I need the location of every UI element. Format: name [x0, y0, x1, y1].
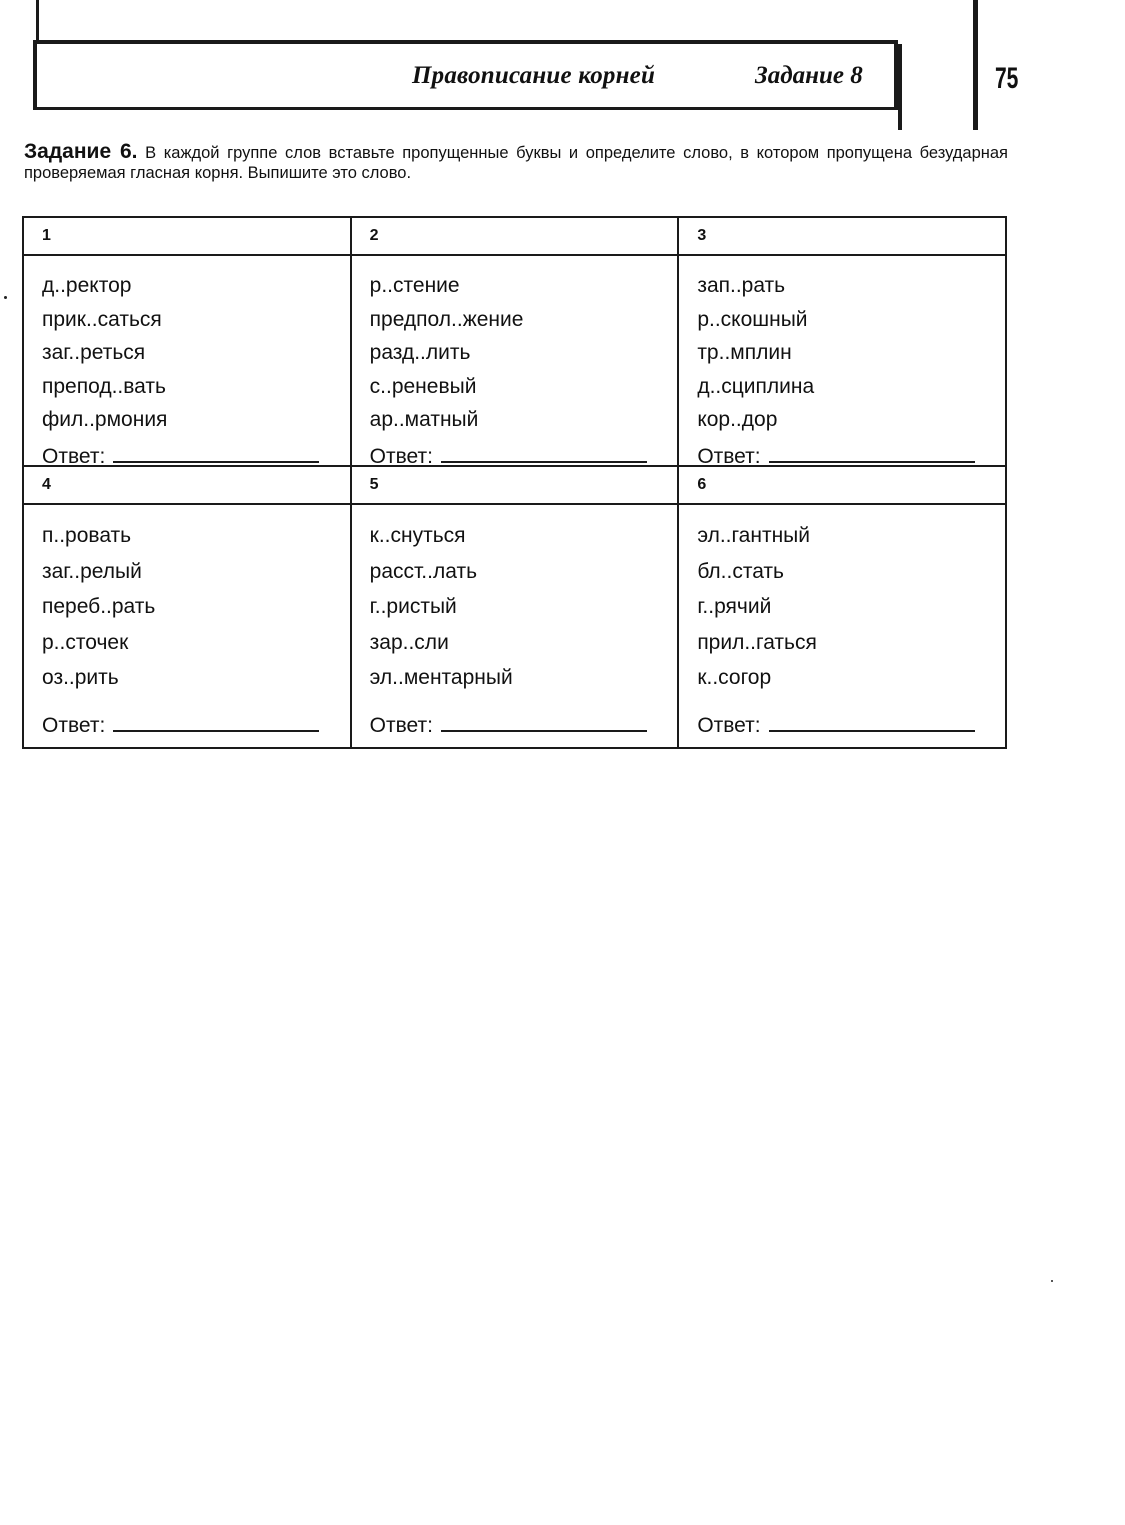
group-number: 4	[23, 466, 351, 504]
group-number: 1	[23, 217, 351, 255]
answer-label: Ответ:	[697, 713, 761, 737]
answer-label: Ответ:	[42, 444, 106, 468]
scan-speck	[1051, 1280, 1053, 1282]
group-words-row	[23, 255, 1006, 466]
word-item: разд..лить	[369, 341, 471, 364]
answer-row	[42, 706, 332, 740]
word-item: оз..рить	[42, 666, 119, 689]
word-item: к..снуться	[369, 524, 466, 547]
group-cell-4	[23, 504, 351, 748]
answer-label: Ответ:	[369, 713, 433, 737]
task-instruction	[24, 142, 1008, 183]
group-words-row	[23, 504, 1006, 748]
answer-field[interactable]	[113, 437, 319, 463]
answer-label: Ответ:	[42, 713, 106, 737]
word-item: прил..гаться	[697, 630, 817, 654]
group-cell-2	[351, 255, 679, 466]
word-item: г..рячий	[697, 595, 772, 618]
task-text: В каждой группе слов вставьте пропущенные буквы и определите слово, в котором пропущена безударная проверяемая гласная корня. Выпишите это слово.	[24, 144, 1008, 182]
word-item: д..ректор	[42, 274, 132, 297]
word-groups-table	[22, 216, 1007, 749]
answer-field[interactable]	[769, 706, 975, 732]
header-frame-left-edge	[36, 0, 39, 42]
word-item: д..сциплина	[697, 374, 815, 398]
group-cell-1	[23, 255, 351, 466]
word-item: фил..рмония	[42, 408, 168, 431]
word-item: препод..вать	[42, 374, 166, 398]
section-title: Правописание корней	[412, 62, 656, 89]
group-cell-6	[678, 504, 1006, 748]
word-item: расст..лать	[369, 559, 478, 583]
word-item: кор..дор	[697, 408, 778, 431]
group-number: 2	[351, 217, 679, 255]
answer-row	[370, 706, 660, 740]
task-reference: Задание 8	[755, 62, 863, 89]
word-item: тр..мплин	[697, 341, 792, 364]
word-item: заг..реться	[42, 341, 146, 364]
word-item: заг..релый	[42, 559, 142, 583]
answer-field[interactable]	[113, 706, 319, 732]
word-item: г..ристый	[369, 595, 457, 618]
group-number: 3	[678, 217, 1006, 255]
word-item: р..сточек	[42, 630, 129, 654]
word-item: прик..саться	[42, 307, 162, 331]
answer-label: Ответ:	[697, 444, 761, 468]
answer-label: Ответ:	[369, 444, 433, 468]
word-item: р..стение	[369, 274, 460, 297]
word-item: предпол..жение	[369, 307, 524, 331]
word-item: эл..ментарный	[369, 666, 513, 689]
group-number: 5	[351, 466, 679, 504]
page-number-divider	[973, 0, 978, 130]
word-item: ар..матный	[369, 408, 479, 431]
word-item: п..ровать	[42, 524, 132, 547]
group-cell-3	[678, 255, 1006, 466]
word-item: с..реневый	[369, 374, 477, 398]
answer-row	[697, 706, 987, 740]
word-item: зап..рать	[697, 274, 786, 297]
answer-field[interactable]	[441, 437, 647, 463]
group-number-row	[23, 466, 1006, 504]
word-item: к..согор	[697, 666, 772, 689]
task-label: Задание 6.	[24, 140, 138, 163]
answer-field[interactable]	[769, 437, 975, 463]
answer-field[interactable]	[441, 706, 647, 732]
word-item: бл..стать	[697, 559, 784, 583]
word-item: зар..сли	[369, 630, 449, 654]
word-item: р..скошный	[697, 307, 808, 331]
word-item: переб..рать	[42, 595, 156, 618]
group-cell-5	[351, 504, 679, 748]
header-frame-right-tail	[898, 44, 902, 130]
page-number: 75	[995, 62, 1019, 95]
scan-speck	[4, 296, 7, 299]
group-number-row	[23, 217, 1006, 255]
word-item: эл..гантный	[697, 524, 811, 547]
group-number: 6	[678, 466, 1006, 504]
